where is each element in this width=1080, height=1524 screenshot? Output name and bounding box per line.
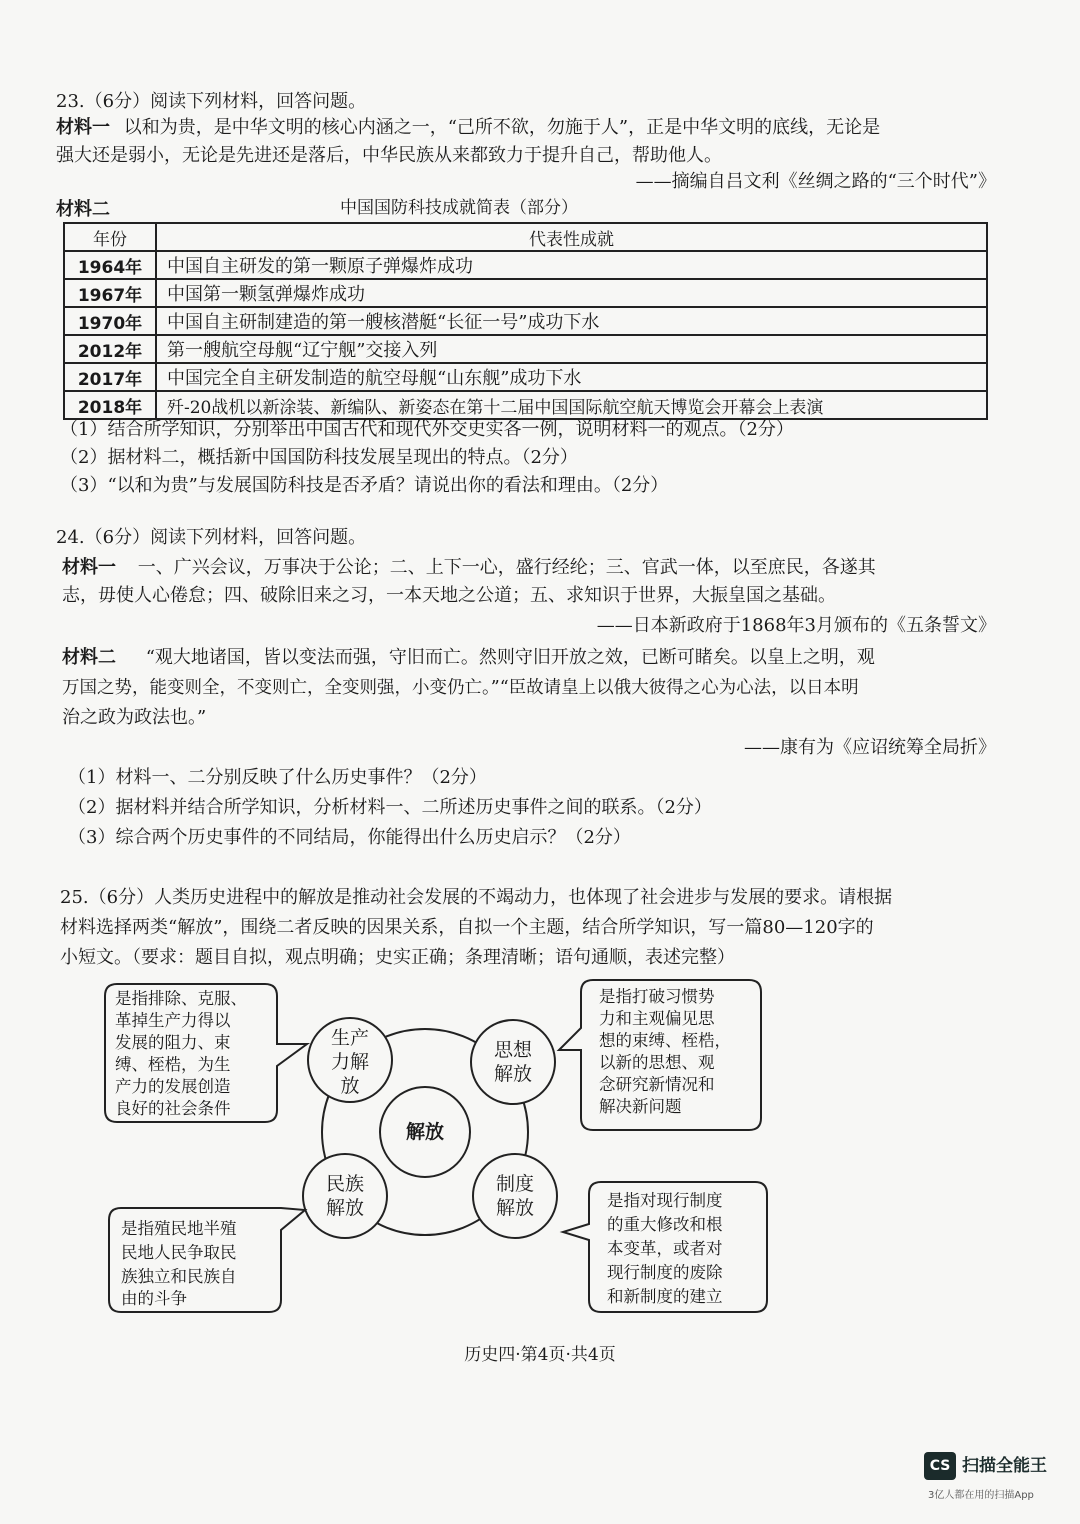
bubble-system-text: 本变革，或者对 xyxy=(607,1239,723,1258)
table-cell-achievement: 中国第一颗氢弹爆炸成功 xyxy=(156,279,987,307)
q24-material1-source: ——日本新政府于1868年3月颁布的《五条誓文》 xyxy=(596,615,996,636)
bubble-productive-text: 缚、桎梏，为生 xyxy=(115,1055,231,1074)
table-row xyxy=(64,251,987,279)
table-row xyxy=(64,307,987,335)
q24-material1-text: 一、广兴会议，万事决于公论；二、上下一心，盛行经纶；三、官武一体，以至庶民，各遂其 xyxy=(137,557,876,578)
q23-table-title: 中国国防科技成就简表（部分） xyxy=(340,198,578,218)
node-thought-label: 思想 xyxy=(493,1039,533,1061)
bubble-thought-text: 念研究新情况和 xyxy=(599,1075,715,1094)
q24-material2-label: 材料二 xyxy=(62,647,116,668)
bubble-system-text: 是指对现行制度 xyxy=(607,1191,723,1210)
bubble-productive-text: 产力的发展创造 xyxy=(115,1077,231,1096)
bubble-thought-text: 以新的思想、观 xyxy=(599,1053,715,1072)
bubble-national-text: 由的斗争 xyxy=(121,1289,187,1308)
q23-subquestion-2: （2）据材料二，概括新中国国防科技发展呈现出的特点。（2分） xyxy=(60,447,578,468)
q24-material2 xyxy=(62,644,875,672)
bubble-productive-text: 发展的阻力、束 xyxy=(115,1033,231,1052)
camscanner-logo-icon: CS xyxy=(924,1452,956,1480)
q23-subquestion-1: （1）结合所学知识，分别举出中国古代和现代外交史实各一例，说明材料一的观点。（2分） xyxy=(60,419,794,440)
page-footer: 历史四·第4页·共4页 xyxy=(464,1345,616,1365)
node-thought-circle xyxy=(471,1020,555,1104)
table-header-row xyxy=(64,223,987,251)
table-header-year: 年份 xyxy=(64,223,156,251)
bubble-system-text: 和新制度的建立 xyxy=(607,1287,723,1306)
node-national-circle xyxy=(303,1154,387,1238)
bubble-thought-text: 解决新问题 xyxy=(599,1097,682,1116)
node-system-circle xyxy=(473,1154,557,1238)
bubble-system-text: 的重大修改和根 xyxy=(607,1215,723,1234)
bubble-national-text: 族独立和民族自 xyxy=(121,1267,237,1286)
table-cell-achievement: 歼-20战机以新涂装、新编队、新姿态在第十二届中国国际航空航天博览会开幕会上表演 xyxy=(156,391,987,419)
q25-text-1: 25.（6分）人类历史进程中的解放是推动社会发展的不竭动力，也体现了社会进步与发展的要求。请根据 xyxy=(60,887,893,908)
q23-material2-label: 材料二 xyxy=(56,199,110,220)
q24-title: 24.（6分）阅读下列材料，回答问题。 xyxy=(56,527,367,548)
q23-subquestion-3: （3）“以和为贵”与发展国防科技是否矛盾？请说出你的看法和理由。（2分） xyxy=(60,475,669,496)
table-cell-achievement: 中国自主研发的第一颗原子弹爆炸成功 xyxy=(156,251,987,279)
bubble-thought-text: 力和主观偏见思 xyxy=(599,1009,715,1028)
bubble-productive-text: 革掉生产力得以 xyxy=(115,1011,231,1030)
node-system-label: 制度 xyxy=(495,1173,535,1195)
table-row xyxy=(64,391,987,419)
node-productive-label: 放 xyxy=(340,1075,360,1097)
q24-material2-text: “观大地诸国，皆以变法而强，守旧而亡。然则守旧开放之效，已断可睹矣。以皇上之明，观 xyxy=(145,647,875,668)
camscanner-tagline: 3亿人都在用的扫描App xyxy=(928,1490,1034,1501)
q24-material2-text-3: 治之政为政法也。” xyxy=(62,707,207,728)
achievement-table xyxy=(63,222,988,420)
bubble-national-text: 民地人民争取民 xyxy=(121,1243,237,1262)
q23-material1-label: 材料一 xyxy=(56,117,110,138)
table-cell-year: 2017年 xyxy=(64,363,156,391)
bubble-system-text: 现行制度的废除 xyxy=(607,1263,723,1282)
q24-material1 xyxy=(62,554,876,582)
bubble-thought-text: 是指打破习惯势 xyxy=(599,987,715,1006)
q24-subquestion-3: （3）综合两个历史事件的不同结局，你能得出什么历史启示？（2分） xyxy=(68,827,631,848)
bubble-productive-text: 良好的社会条件 xyxy=(115,1099,231,1118)
bubble-national-text: 是指殖民地半殖 xyxy=(121,1219,237,1238)
q23-title: 23.（6分）阅读下列材料，回答问题。 xyxy=(56,91,367,112)
q23-material1-source: ——摘编自吕文利《丝绸之路的“三个时代”》 xyxy=(635,171,996,192)
bubble-thought-text: 想的束缚、桎梏， xyxy=(599,1031,731,1050)
q24-subquestion-1: （1）材料一、二分别反映了什么历史事件？（2分） xyxy=(68,767,487,788)
table-cell-achievement: 第一艘航空母舰“辽宁舰”交接入列 xyxy=(156,335,987,363)
diagram-center-label: 解放 xyxy=(405,1121,445,1143)
q23-material1-text-2: 强大还是弱小，无论是先进还是落后，中华民族从来都致力于提升自己，帮助他人。 xyxy=(56,145,722,166)
node-national-label: 民族 xyxy=(325,1173,365,1195)
node-system-label: 解放 xyxy=(495,1197,535,1219)
liberation-diagram xyxy=(95,970,785,1330)
table-row xyxy=(64,335,987,363)
q25-text-3: 小短文。（要求：题目自拟，观点明确；史实正确；条理清晰；语句通顺，表述完整） xyxy=(60,947,735,968)
q24-material2-source: ——康有为《应诏统筹全局折》 xyxy=(744,737,996,758)
table-cell-achievement: 中国完全自主研发制造的航空母舰“山东舰”成功下水 xyxy=(156,363,987,391)
node-productive-label: 生产 xyxy=(330,1027,370,1049)
node-productive-label: 力解 xyxy=(330,1051,370,1073)
q24-material1-label: 材料一 xyxy=(62,557,116,578)
table-cell-year: 2018年 xyxy=(64,391,156,419)
table-row xyxy=(64,363,987,391)
table-cell-achievement: 中国自主研制建造的第一艘核潜艇“长征一号”成功下水 xyxy=(156,307,987,335)
q25-text-2: 材料选择两类“解放”，围绕二者反映的因果关系，自拟一个主题，结合所学知识，写一篇80—120字的 xyxy=(60,917,874,938)
camscanner-name: 扫描全能王 xyxy=(962,1456,1047,1476)
q24-subquestion-2: （2）据材料并结合所学知识，分析材料一、二所述历史事件之间的联系。（2分） xyxy=(68,797,712,818)
table-row xyxy=(64,279,987,307)
node-thought-label: 解放 xyxy=(493,1063,533,1085)
table-cell-year: 1970年 xyxy=(64,307,156,335)
table-cell-year: 1964年 xyxy=(64,251,156,279)
table-cell-year: 1967年 xyxy=(64,279,156,307)
q24-material1-text-2: 志，毋使人心倦怠；四、破除旧来之习，一本天地之公道；五、求知识于世界，大振皇国之基础。 xyxy=(62,585,836,606)
q23-material1 xyxy=(56,114,880,142)
table-cell-year: 2012年 xyxy=(64,335,156,363)
q24-material2-text-2: 万国之势，能变则全，不变则亡，全变则强，小变仍亡。”“臣故请皇上以俄大彼得之心为心法，以日本明 xyxy=(62,678,859,698)
node-national-label: 解放 xyxy=(325,1197,365,1219)
table-header-achievement: 代表性成就 xyxy=(156,223,987,251)
q23-material1-text: 以和为贵，是中华文明的核心内涵之一，“己所不欲，勿施于人”，正是中华文明的底线，无论是 xyxy=(123,117,881,138)
bubble-productive-text: 是指排除、克服、 xyxy=(115,989,247,1008)
